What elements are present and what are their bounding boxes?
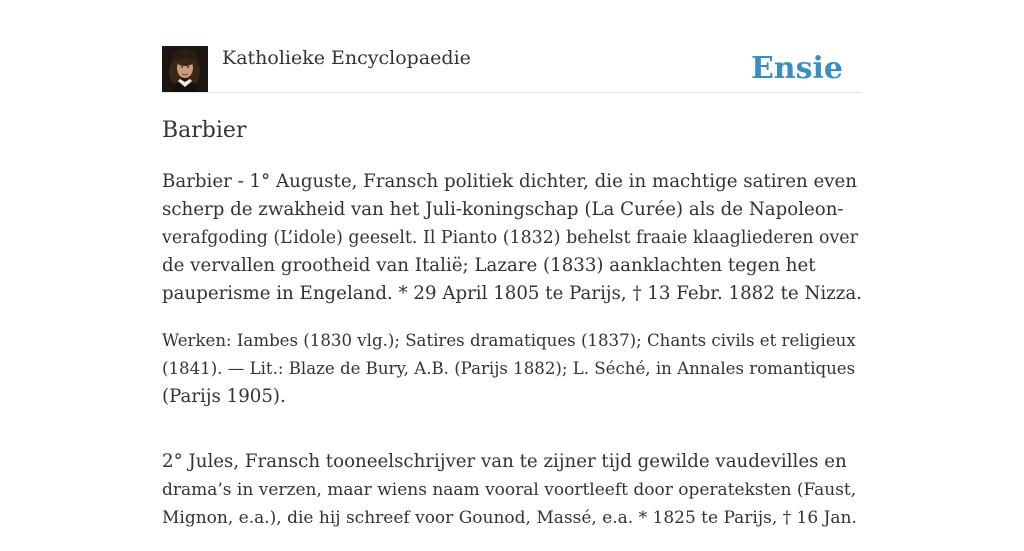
article-paragraph <box>162 448 862 532</box>
paragraph-line: de vervallen grootheid van Italië; Lazare (1833) aanklachten tegen het <box>162 255 816 276</box>
paragraph-line: 2° Jules, Fransch tooneelschrijver van te zijner tijd gewilde vaudevilles en <box>162 451 847 472</box>
article-paragraph <box>162 327 862 411</box>
paragraph-line: drama’s in verzen, maar wiens naam vooral voortleeft door operateksten (Faust, <box>162 480 857 500</box>
source-avatar[interactable] <box>162 46 208 92</box>
paragraph-line: Mignon, e.a.), die hij schreef voor Gounod, Massé, e.a. * 1825 te Parijs, † 16 Jan. <box>162 508 857 528</box>
paragraph-line: (1841). — Lit.: Blaze de Bury, A.B. (Parijs 1882); L. Séché, in Annales romantiques <box>162 359 856 378</box>
paragraph-line: pauperisme in Engeland. * 29 April 1805 te Parijs, † 13 Febr. 1882 te Nizza. <box>162 283 862 304</box>
paragraph-line: (Parijs 1905). <box>162 386 286 407</box>
article-paragraph <box>162 168 862 308</box>
site-header <box>162 46 862 93</box>
brand-logo[interactable]: Ensie <box>750 51 843 86</box>
source-name[interactable]: Katholieke Encyclopaedie <box>222 47 471 69</box>
paragraph-line: Barbier - 1° Auguste, Fransch politiek dichter, die in machtige satiren even <box>162 171 858 192</box>
paragraph-line: scherp de zwakheid van het Juli-koningschap (La Curée) als de Napoleon- <box>162 199 844 220</box>
article-body <box>162 168 862 551</box>
paragraph-line: Werken: Iambes (1830 vlg.); Satires dramatiques (1837); Chants civils et religieux <box>162 331 856 350</box>
paragraph-line: verafgoding (L’idole) geeselt. Il Pianto (1832) behelst fraaie klaagliederen over <box>162 228 858 248</box>
portrait-image <box>162 46 208 92</box>
article-title: Barbier <box>162 118 247 143</box>
